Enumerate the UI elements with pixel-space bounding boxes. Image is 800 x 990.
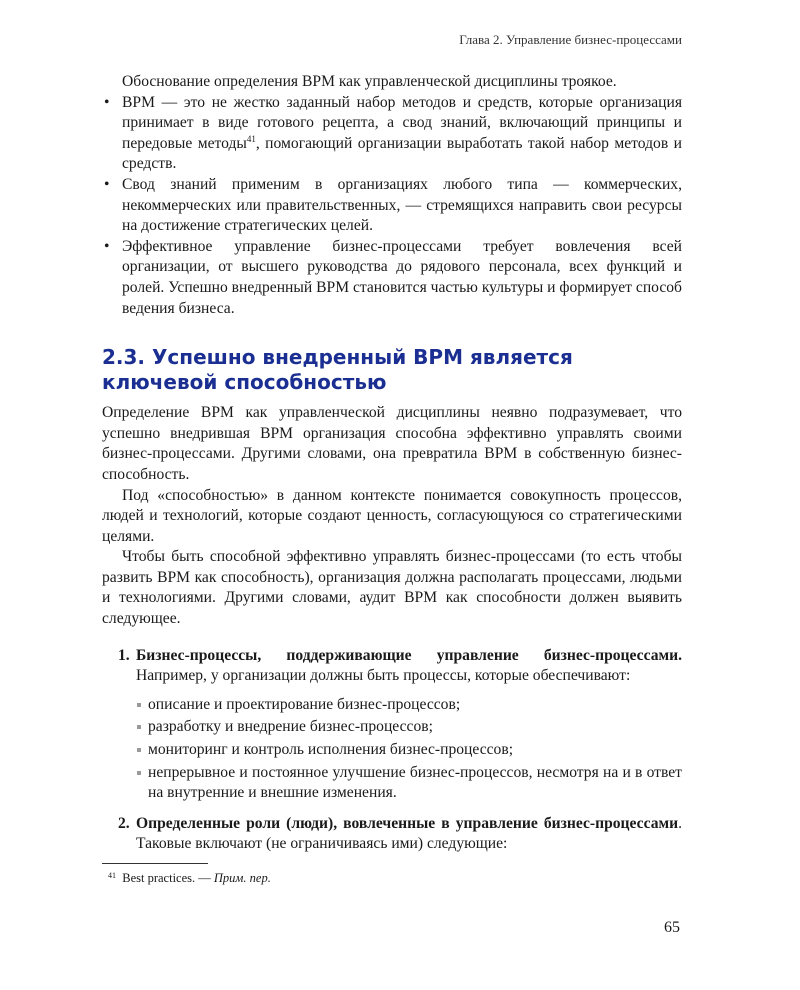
list-item: • Эффективное управление бизнес-процессами требует вовлечения всей организации, от высшего руководства до рядового персонала, всех функций и ролей. Успешно внедренный BPM становится частью культуры и формирует способ ведения бизнеса.: [102, 237, 682, 319]
footnote-ref[interactable]: 41: [246, 133, 256, 144]
item-title: Бизнес-процессы, поддерживающие управление бизнес-процессами.: [136, 646, 682, 664]
numbered-list: [102, 646, 682, 855]
numbered-item: 2. Определенные роли (люди), вовлеченные в управление бизнес-процессами. Таковые включают (не ограничиваясь ими) следующие:: [118, 814, 682, 853]
section-heading: 2.3. Успешно внедренный BPM является ключевой способностью: [102, 345, 573, 395]
item-number: 2.: [118, 814, 130, 832]
page-body: [102, 72, 682, 855]
sub-list-item: мониторинг и контроль исполнения бизнес-процессов;: [136, 740, 682, 761]
footnote-note: Прим. пер.: [213, 871, 271, 885]
intro-paragraph: Обоснование определения BPM как управленческой дисциплины троякое.: [122, 73, 617, 90]
footnote-divider: [102, 863, 208, 864]
item-number: 1.: [118, 646, 130, 664]
bullet-list: [102, 93, 682, 320]
sub-list: [136, 695, 682, 804]
item-title: Определенные роли (люди), вовлеченные в управление бизнес-процессами: [136, 814, 679, 832]
paragraph: Под «способностью» в данном контексте понимается совокупность процессов, людей и технологий, которые создают ценность, согласующуюся со стратегическими целями.: [102, 486, 682, 545]
list-item: • BPM — это не жестко заданный набор методов и средств, которые организация принимает в виде готового рецепта, а свод знаний, включающий принципы и передовые методы$^{41}$, помогающий организации выработать такой набор методов и средств.: [102, 93, 682, 175]
paragraph: Чтобы быть способной эффективно управлять бизнес-процессами (то есть чтобы развить BPM как способность), организация должна располагать процессами, людьми и технологиями. Другими словами, аудит BPM как способности должен выявить следующее.: [102, 548, 682, 628]
list-item: • Свод знаний применим в организациях любого типа — коммерческих, некоммерческих или правительственных, — стремящихся направить свои ресурсы на достижение стратегических целей.: [102, 175, 682, 237]
footnote: $^{41}$ Best practices. — Прим. пер.: [108, 871, 271, 885]
page-number: 65: [664, 919, 680, 936]
running-head: Глава 2. Управление бизнес-процессами: [459, 32, 682, 47]
sub-list-item: разработку и внедрение бизнес-процессов;: [136, 717, 682, 738]
paragraph: Определение BPM как управленческой дисциплины неявно подразумевает, что успешно внедрившая BPM организация способна эффективно управлять своими бизнес-процессами. Другими словами, она превратила BPM в собственную бизнес-способность.: [102, 404, 682, 483]
footnote-mark: 41: [108, 871, 116, 880]
sub-list-item: описание и проектирование бизнес-процессов;: [136, 695, 682, 716]
sub-list-item: непрерывное и постоянное улучшение бизнес-процессов, несмотря на и в ответ на внутренние и внешние изменения.: [136, 763, 682, 804]
numbered-item: 1. Бизнес-процессы, поддерживающие управление бизнес-процессами. Например, у организации должны быть процессы, которые обеспечивают: описание и проектирование бизнес-процессов; разработку и внедрение бизнес-процессов; мониторинг и контроль исполнения бизнес-процессов; непрерывное и постоянное улучшение бизнес-процессов, несмотря на и в ответ на внутренние и внешние изменения.: [102, 646, 682, 804]
